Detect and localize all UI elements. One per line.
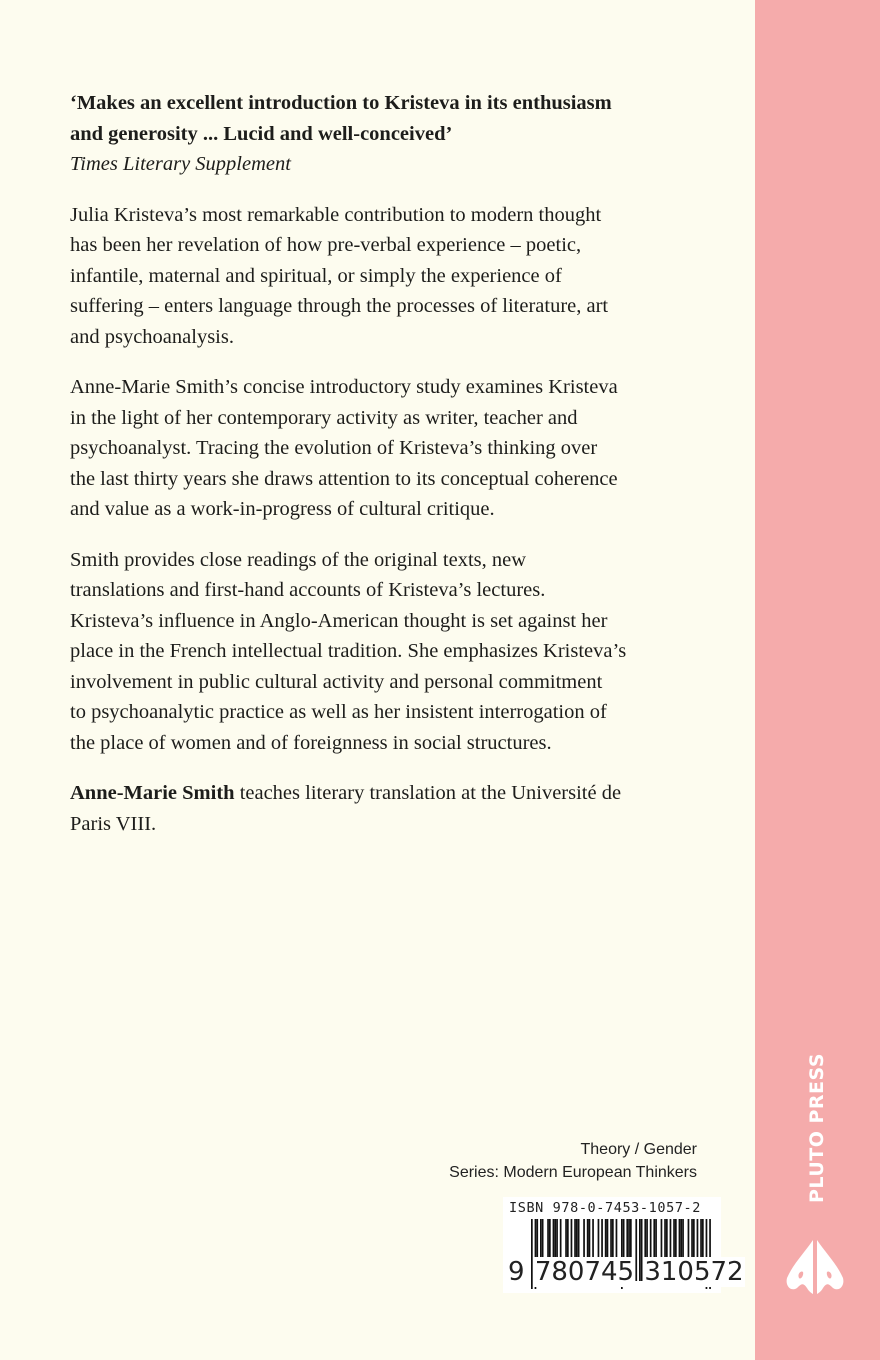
- text-line: Paris VIII.: [70, 812, 157, 835]
- back-cover-text: [70, 88, 710, 839]
- text-line: in the light of her contemporary activity as writer, teacher and: [70, 406, 578, 429]
- text-line: and value as a work-in-progress of cultural critique.: [70, 498, 495, 520]
- description-paragraph-2: [70, 372, 710, 525]
- classification: [449, 1138, 697, 1184]
- text-line: Smith provides close readings of the original texts, new: [70, 548, 527, 571]
- quote-line: and generosity ... Lucid and well-conceived’: [70, 122, 453, 145]
- text-line: Anne-Marie Smith’s concise introductory study examines Kristeva: [70, 376, 618, 398]
- text-line: Kristeva’s influence in Anglo-American thought is set against her: [70, 609, 608, 632]
- text-line: to psychoanalytic practice as well as her insistent interrogation of: [70, 701, 607, 723]
- barcode-digits-left: 780745: [534, 1257, 635, 1287]
- barcode-digits-right: 310572: [644, 1257, 744, 1287]
- text-line: Julia Kristeva’s most remarkable contribution to modern thought: [70, 203, 602, 226]
- text-line: place in the French intellectual tradition. She emphasizes Kristeva’s: [70, 640, 627, 662]
- text-line: psychoanalyst. Tracing the evolution of Kristeva’s thinking over: [70, 437, 598, 459]
- pluto-press-logo-icon: [783, 1238, 847, 1298]
- author-bio: [70, 778, 710, 839]
- barcode-digits: [507, 1257, 745, 1287]
- series-name: Series: Modern European Thinkers: [449, 1164, 697, 1181]
- text-line: involvement in public cultural activity and personal commitment: [70, 670, 603, 693]
- text-line: translations and first-hand accounts of Kristeva’s lectures.: [70, 579, 546, 601]
- barcode-digit-first: 9: [508, 1257, 525, 1287]
- text-line: suffering – enters language through the processes of literature, art: [70, 295, 609, 317]
- publisher-name: PLUTO PRESS: [806, 1052, 828, 1204]
- text-line: infantile, maternal and spiritual, or simply the experience of: [70, 264, 562, 287]
- text-line: [70, 778, 710, 809]
- quote-line: ‘Makes an excellent introduction to Kristeva in its enthusiasm: [70, 92, 612, 114]
- quote-source: Times Literary Supplement: [70, 153, 291, 175]
- subject-category: Theory / Gender: [580, 1141, 697, 1158]
- isbn-barcode: [503, 1197, 744, 1293]
- text-line: and psychoanalysis.: [70, 325, 234, 348]
- author-name: Anne-Marie Smith: [70, 782, 235, 804]
- text-line: the last thirty years she draws attention to its conceptual coherence: [70, 467, 618, 490]
- description-paragraph-3: [70, 545, 710, 759]
- bio-text: teaches literary translation at the Université de: [234, 782, 622, 804]
- text-line: has been her revelation of how pre-verbal experience – poetic,: [70, 234, 582, 256]
- isbn-number: ISBN 978-0-7453-1057-2: [509, 1200, 702, 1216]
- review-quote: [70, 88, 710, 149]
- description-paragraph-1: [70, 200, 710, 353]
- text-line: the place of women and of foreignness in social structures.: [70, 731, 552, 754]
